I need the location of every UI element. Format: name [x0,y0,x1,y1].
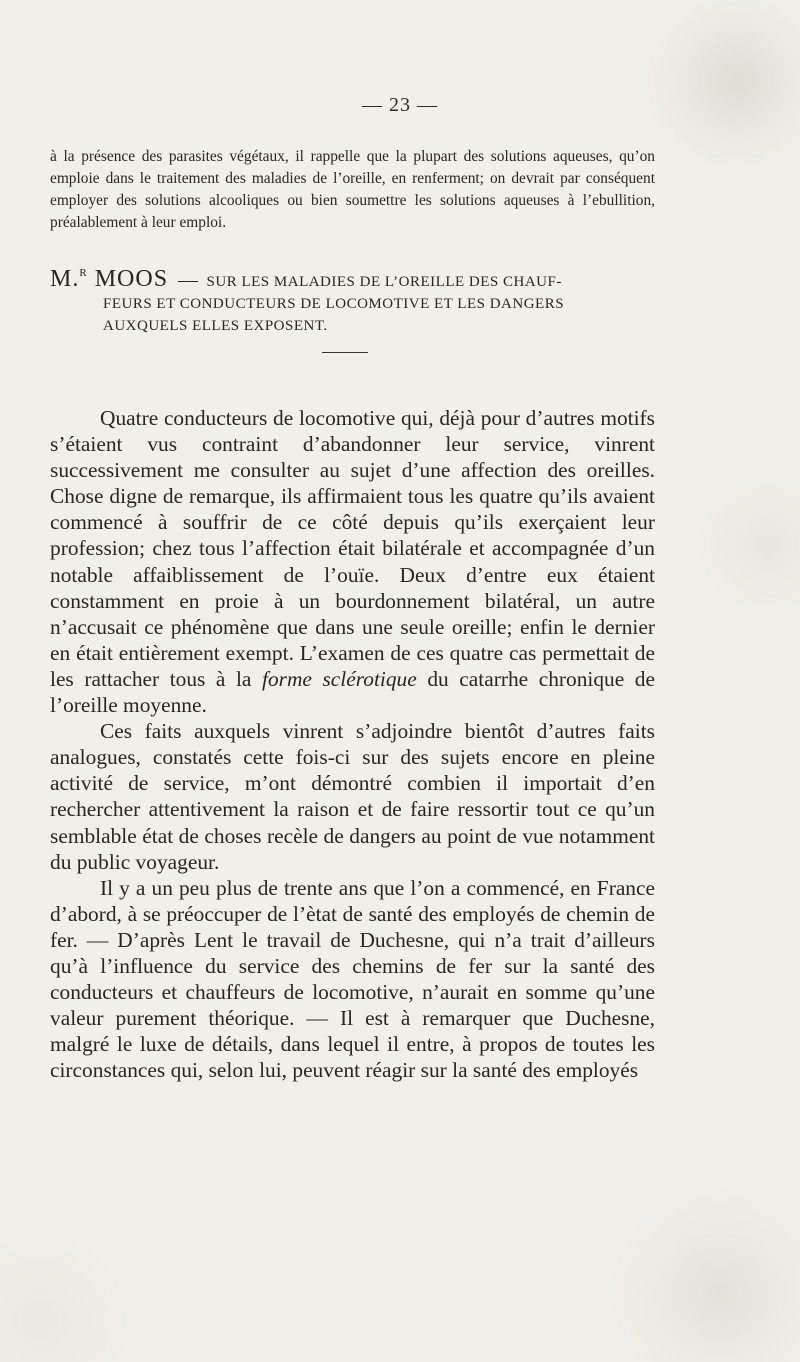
paragraph-1-text: Quatre conducteurs de locomotive qui, déjà pour d’autres motifs s’étaient vus contraint d’abandonner leur service, vinrent successivement me consulter au sujet d’une affection des oreilles. Chose digne de remarque, ils affirmaient tous les quatre qu’ils avaient commencé à souffrir de ce côté depuis qu’ils exerçaient leur profession; chez tous l’affection était bilatérale et accompagnée d’un notable affaiblissement de l’ouïe. Deux d’entre eux étaient constamment en proie à un bourdonnement bilatéral, un autre n’accusait ce phénomène que dans une seule oreille; enfin le dernier en était entièrement exempt. L’examen de ces quatre cas permettait de les rattacher tous à la [50,406,655,691]
intro-paragraph: à la présence des parasites végétaux, il rappelle que la plupart des solutions aqueuses, qu’on emploie dans le traitement des maladies de l’oreille, en renferment; on devrait par conséquent employer des solutions alcooliques ou bien soumettre les solutions aqueuses à l’ebullition, préalablement à leur emploi. [50,148,655,231]
author-prefix: M. [50,266,80,292]
paragraph-3: Il y a un peu plus de trente ans que l’on a commencé, en France d’abord, à se préoccuper de l’ètat de santé des employés de chemin de fer. — D’après Lent le travail de Duchesne, qui n’a trait d’ailleurs qu’à l’influence du service des chemins de fer sur la santé des conducteurs et chauffeurs de locomotive, n’aurait en somme qu’une valeur purement théorique. — Il est à remarquer que Duchesne, malgré le luxe de détails, dans lequel il entre, à propos de toutes les circonstances qui, selon lui, peuvent réagir sur la santé des employés [50,875,655,1083]
paragraph-2: Ces faits auxquels vinrent s’adjoindre bientôt d’autres faits analogues, constatés cette fois-ci sur des sujets encore en pleine activité de service, m’ont démontré combien il importait d’en rechercher attentivement la raison et de faire ressortir tout ce qu’un semblable état de choses recèle de dangers au point de vue notamment du public voyageur. [50,719,655,874]
body-text [50,405,655,1083]
author-name [50,266,168,292]
author-surname: MOOS [94,266,169,292]
heading-line-1 [50,262,660,293]
heading-line-3: AUXQUELS ELLES EXPOSENT. [103,318,328,334]
page-number: — 23 — [362,94,438,116]
heading-title-part-1: SUR LES MALADIES DE L’OREILLE DES CHAUF- [206,274,562,290]
heading-dash: — [178,269,199,291]
paragraph-1-italic: forme sclérotique [262,666,417,691]
author-superscript: R [79,267,88,279]
paragraph-1 [50,405,655,718]
paragraph-1-ending: du catarrhe chronique de l’oreille moyenne. [50,666,655,718]
heading-line-2: FEURS ET CONDUCTEURS DE LOCOMOTIVE ET LES DANGERS [103,296,565,312]
section-heading [50,262,660,337]
section-separator [322,352,368,353]
